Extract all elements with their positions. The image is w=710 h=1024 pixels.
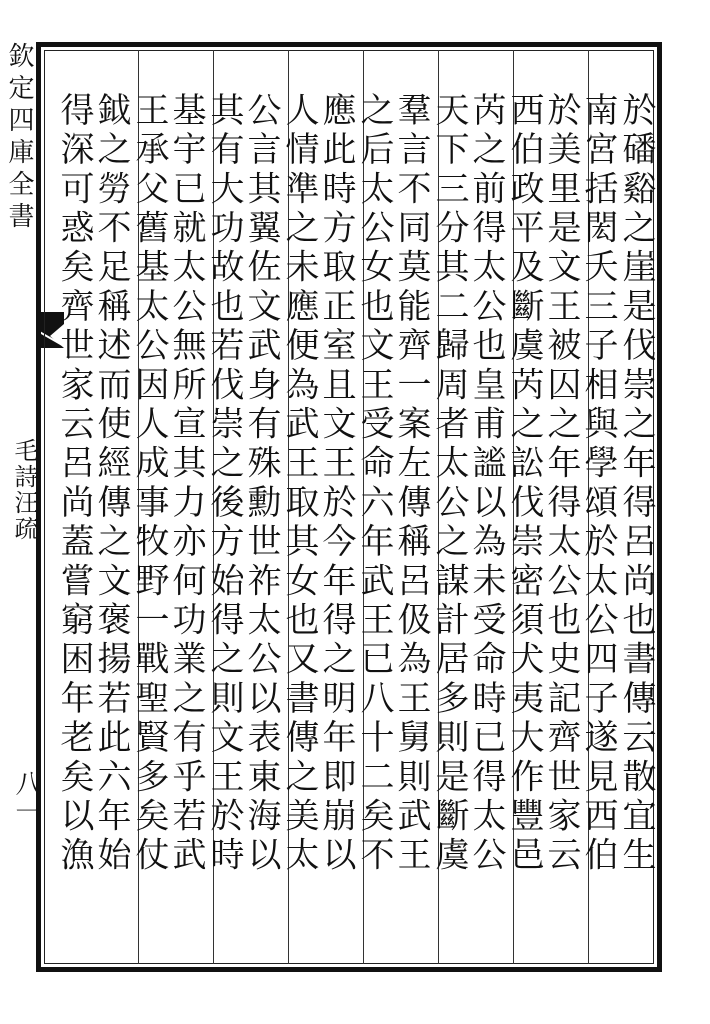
text-column-8: 之后太公女也文王受命六年武王已八十二矣不 (354, 92, 394, 876)
text-column-10: 人情準之未應便為武王取其女也又書傳之美太 (279, 92, 319, 876)
text-column-4: 西伯政平及斷虞芮之訟伐崇密須犬夷大作豐邑 (504, 92, 544, 876)
margin-page-number: 八一 (11, 770, 41, 826)
text-column-6: 天下三分其二歸周者太公之謀計居多則是斷虞 (429, 92, 469, 876)
text-column-11: 公言其翼佐文武身有殊勳世祚太公以表東海以 (241, 92, 281, 876)
text-column-15: 鉞之勞不足稱述而使經傳之文褒揚若此六年始 (91, 92, 131, 876)
text-column-5: 芮之前得太公也皇甫謐以為未受命時已得太公 (466, 92, 506, 876)
text-column-3: 於美里是文王被囚之年得太公也史記齊世家云 (541, 92, 581, 876)
text-column-14: 王承父舊基太公因人成事牧野一戰聖賢多矣仗 (129, 92, 169, 876)
text-column-7: 羣言不同莫能齊一案左傳稱呂伋為王舅則武王 (391, 92, 431, 876)
text-column-12: 其有大功故也若伐崇之後方始得之則文王於時 (204, 92, 244, 876)
text-column-16: 得深可惑矣齊世家云呂尚蓋嘗窮困年老矣以漁 (54, 92, 94, 876)
text-column-2: 南宮括閎夭三子相與學頌於太公四子遂見西伯 (578, 92, 618, 876)
margin-book-title: 毛詩汪疏 (10, 438, 38, 542)
text-column-13: 基宇已就太公無所宣其力亦何功業之有乎若武 (166, 92, 206, 876)
text-column-9: 應此時方取正室且文王於今年得之明年即崩以 (316, 92, 356, 876)
margin-series-title: 欽定四庫全書 (4, 42, 34, 234)
text-column-1: 於磻谿之崖是伐崇之年得呂尚也書傳云散宜生 (616, 92, 656, 876)
